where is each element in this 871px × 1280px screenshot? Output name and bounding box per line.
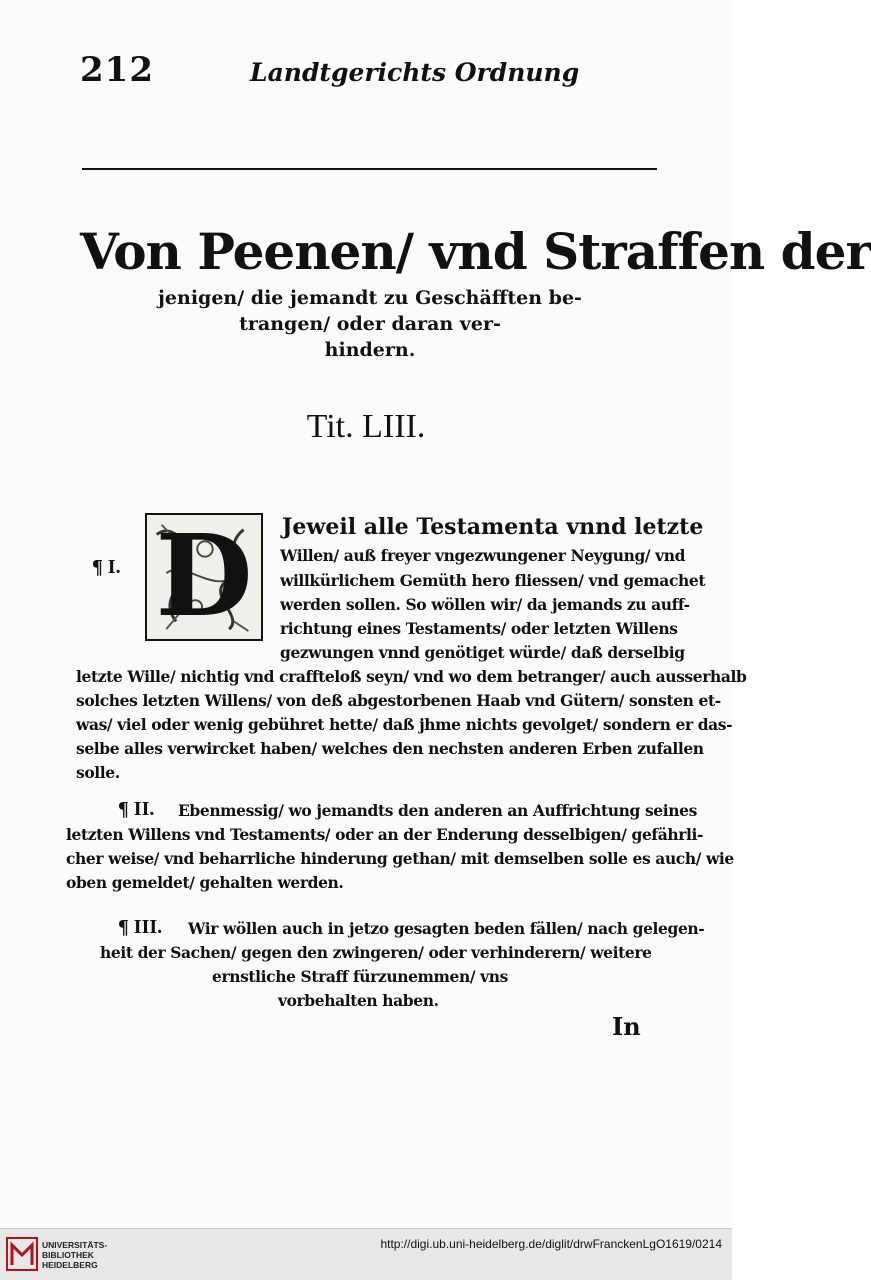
- text-line: solle.: [76, 763, 120, 782]
- library-name-line: HEIDELBERG: [42, 1260, 98, 1270]
- title-main: Von Peenen/ vnd Straffen der: [80, 222, 871, 281]
- section-mark: ¶ I.: [92, 556, 121, 578]
- text-line: heit der Sachen/ gegen den zwingeren/ oder verhinderern/ weitere: [100, 943, 652, 962]
- title-sub-line: jenigen/ die jemandt zu Geschäfften be-: [158, 287, 582, 309]
- text-line: gezwungen vnnd genötiget würde/ daß derselbig: [280, 643, 685, 662]
- running-head: Landtgerichts Ordnung: [250, 58, 580, 87]
- initial-letter: D: [155, 511, 253, 642]
- decorated-initial: [145, 513, 263, 641]
- title-sub: [150, 285, 590, 363]
- text-line: letzten Willens vnd Testaments/ oder an der Enderung desselbigen/ gefährli-: [66, 825, 703, 844]
- text-line: Wir wöllen auch in jetzo gesagten beden fällen/ nach gelegen-: [188, 919, 705, 938]
- section-mark: ¶ II.: [118, 798, 155, 820]
- text-line: letzte Wille/ nichtig vnd craffteloß seyn/ vnd wo dem betranger/ auch ausserhalb: [76, 667, 747, 686]
- text-line: ernstliche Straff fürzunemmen/ vns: [212, 967, 508, 986]
- viewer-footer: [0, 1228, 732, 1280]
- text-line: Ebenmessig/ wo jemandts den anderen an Auffrichtung seines: [178, 801, 697, 820]
- text-line: willkürlichem Gemüth hero fliessen/ vnd gemachet: [280, 571, 706, 590]
- text-line: oben gemeldet/ gehalten werden.: [66, 873, 344, 892]
- library-name-line: BIBLIOTHEK: [42, 1250, 94, 1260]
- title-sub-line: trangen/ oder daran ver-: [239, 313, 501, 335]
- university-library-logo-icon: [6, 1237, 38, 1271]
- text-line: cher weise/ vnd beharrliche hinderung gethan/ mit demselben solle es auch/ wie: [66, 849, 734, 868]
- title-number: Tit. LIII.: [306, 408, 426, 445]
- text-line: werden sollen. So wöllen wir/ da jemands zu auff-: [280, 595, 690, 614]
- text-line: solches letzten Willens/ von deß abgestorbenen Haab vnd Gütern/ sonsten et-: [76, 691, 721, 710]
- page-number: 212: [80, 50, 154, 90]
- text-line: richtung eines Testaments/ oder letzten Willens: [280, 619, 678, 638]
- permalink-url[interactable]: http://digi.ub.uni-heidelberg.de/diglit/drwFranckenLgO1619/0214: [380, 1237, 722, 1251]
- library-name-line: UNIVERSITÄTS-: [42, 1240, 108, 1250]
- text-line: was/ viel oder wenig gebühret hette/ daß jhme nichts gevolget/ sondern er das-: [76, 715, 733, 734]
- catchword: In: [612, 1012, 641, 1041]
- text-line: Jeweil alle Testamenta vnnd letzte: [282, 514, 704, 540]
- text-line: selbe alles verwircket haben/ welches den nechsten anderen Erben zufallen: [76, 739, 704, 758]
- text-line: vorbehalten haben.: [278, 991, 439, 1010]
- library-name: [42, 1240, 107, 1270]
- header-rule: [82, 168, 657, 170]
- title-sub-line: hindern.: [324, 339, 416, 361]
- text-line: Willen/ auß freyer vngezwungener Neygung/ vnd: [280, 546, 686, 565]
- section-mark: ¶ III.: [118, 916, 163, 938]
